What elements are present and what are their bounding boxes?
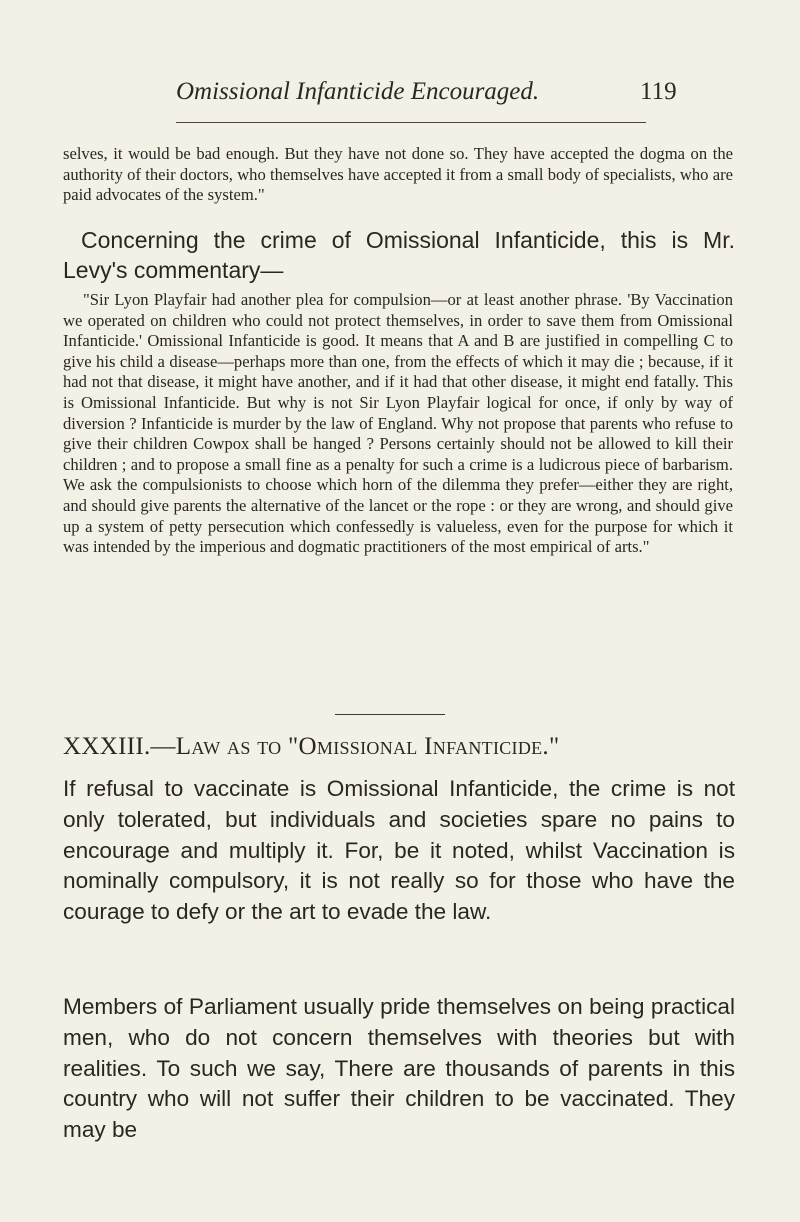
running-title: Omissional Infanticide Encouraged. bbox=[176, 78, 540, 105]
paragraph-body-1: If refusal to vaccinate is Omissional Infanticide, the crime is not only tolerated, but individuals and societies spare no pains to encourage and multiply it. For, be it noted, whilst Vaccination is nominally compulsory, it is not really so for those who have the courage to defy or the art to evade the law. bbox=[63, 776, 735, 925]
page-header bbox=[0, 78, 800, 118]
paragraph-commentary-intro: Concerning the crime of Omissional Infanticide, this is Mr. Levy's commentary— bbox=[63, 227, 735, 283]
paragraph-body-2: Members of Parliament usually pride themselves on being practical men, who do not concern themselves with theories but with realities. To such we say, There are thousands of parents in this country who will not suffer their children to be vaccinated. They may be bbox=[63, 994, 735, 1143]
paragraph-continuation: selves, it would be bad enough. But they have not done so. They have accepted the dogma on the authority of their doctors, who themselves have accepted it from a small body of specialists, who are paid advocates of the system." bbox=[63, 144, 733, 205]
section-heading: XXXIII.—Law as to "Omissional Infanticide." bbox=[63, 733, 560, 760]
paragraph-quotation: "Sir Lyon Playfair had another plea for compulsion—or at least another phrase. 'By Vaccination we operated on children who could not protect themselves, in order to save them from Omissional Infanticide.' Omissional Infanticide is good. It means that A and B are justified in compelling C to give his child a disease—perhaps more than one, from the effects of which it may die ; because, if it had not that disease, it might have another, and if it had that other disease, it might end fatally. This is Omissional Infanticide. But why is not Sir Lyon Playfair logical for once, if only by way of diversion ? Infanticide is murder by the law of England. Why not propose that parents who refuse to give their children Cowpox shall be hanged ? Persons certainly should not be allowed to kill their children ; and to propose a small fine as a penalty for such a crime is a ludicrous piece of barbarism. We ask the compulsionists to choose which horn of the dilemma they prefer—either they are right, and should give parents the alternative of the lancet or the rope : or they are wrong, and should give up a system of petty persecution which confessedly is valueless, even for the purpose for which it was intended by the imperious and dogmatic practitioners of the most empirical of arts." bbox=[63, 290, 733, 557]
header-rule bbox=[176, 122, 646, 123]
page-number: 119 bbox=[640, 78, 677, 105]
section-divider bbox=[335, 714, 445, 715]
